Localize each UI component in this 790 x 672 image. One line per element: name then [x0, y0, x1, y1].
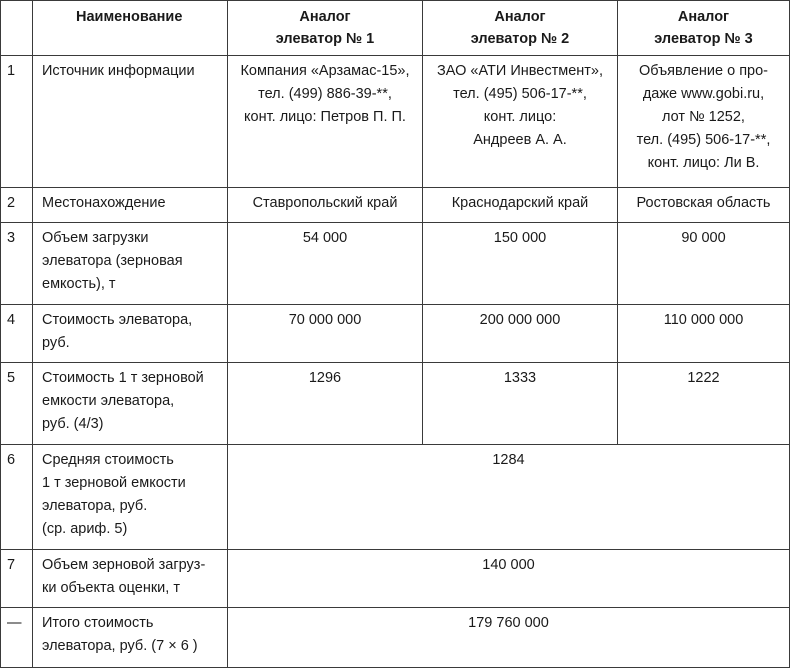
merged-value: 179 760 000: [228, 608, 790, 668]
table-row: [1, 550, 790, 608]
merged-value: 1284: [228, 445, 790, 550]
row-label: Стоимость элеватора, руб.: [33, 305, 228, 363]
header-analog-2: Аналог элеватор № 2: [423, 1, 618, 56]
analog-1-value: Компания «Арзамас-15», тел. (499) 886-39-**, конт. лицо: Петров П. П.: [228, 56, 423, 188]
row-number: —: [1, 608, 33, 668]
table-row: [1, 363, 790, 445]
row-number: 3: [1, 223, 33, 305]
row-number: 4: [1, 305, 33, 363]
analog-1-value: 54 000: [228, 223, 423, 305]
table-row: [1, 445, 790, 550]
table-row: [1, 188, 790, 223]
row-label: Объем загрузки элеватора (зерновая емкость), т: [33, 223, 228, 305]
row-number: 6: [1, 445, 33, 550]
analog-1-value: 70 000 000: [228, 305, 423, 363]
analog-3-value: 110 000 000: [618, 305, 790, 363]
header-num-cell: [1, 1, 33, 56]
row-number: 1: [1, 56, 33, 188]
merged-value: 140 000: [228, 550, 790, 608]
analog-3-value: Ростовская область: [618, 188, 790, 223]
analog-3-value: 90 000: [618, 223, 790, 305]
header-analog-3: Аналог элеватор № 3: [618, 1, 790, 56]
analog-2-value: 1333: [423, 363, 618, 445]
row-label: Объем зерновой загруз- ки объекта оценки, т: [33, 550, 228, 608]
analog-3-value: Объявление о про- даже www.gobi.ru, лот № 1252, тел. (495) 506-17-**, конт. лицо: Ли В.: [618, 56, 790, 188]
table-row: [1, 56, 790, 188]
row-label: Местонахождение: [33, 188, 228, 223]
row-label: Итого стоимость элеватора, руб. (7 × 6 ): [33, 608, 228, 668]
table-row: [1, 608, 790, 668]
row-number: 2: [1, 188, 33, 223]
table-row: [1, 305, 790, 363]
table-header-row: [1, 1, 790, 56]
analog-2-value: 200 000 000: [423, 305, 618, 363]
header-name: Наименование: [33, 1, 228, 56]
row-label: Источник информации: [33, 56, 228, 188]
analog-3-value: 1222: [618, 363, 790, 445]
table-row: [1, 223, 790, 305]
row-number: 7: [1, 550, 33, 608]
analog-2-value: Краснодарский край: [423, 188, 618, 223]
analog-1-value: Ставропольский край: [228, 188, 423, 223]
row-number: 5: [1, 363, 33, 445]
analog-2-value: 150 000: [423, 223, 618, 305]
analog-1-value: 1296: [228, 363, 423, 445]
header-analog-1: Аналог элеватор № 1: [228, 1, 423, 56]
analog-2-value: ЗАО «АТИ Инвестмент», тел. (495) 506-17-**, конт. лицо: Андреев А. А.: [423, 56, 618, 188]
row-label: Средняя стоимость 1 т зерновой емкости элеватора, руб. (ср. ариф. 5): [33, 445, 228, 550]
row-label: Стоимость 1 т зерновой емкости элеватора, руб. (4/3): [33, 363, 228, 445]
